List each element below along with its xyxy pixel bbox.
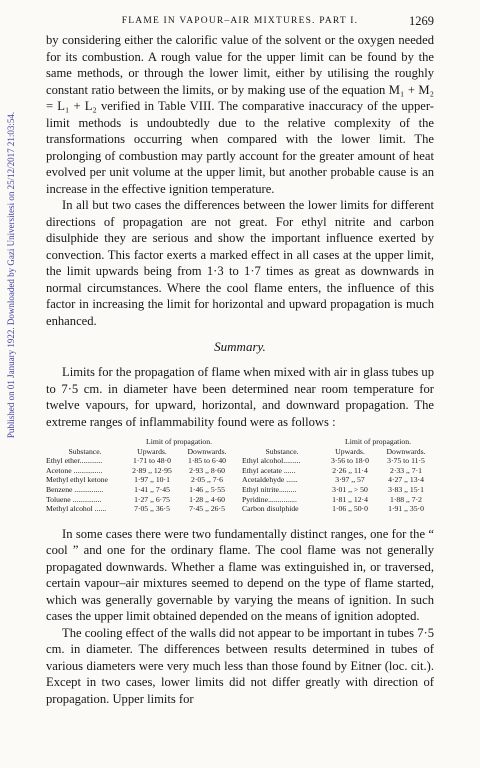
substance-cell: Ethyl acetate ......	[242, 465, 296, 475]
col-upwards-left: Upwards.	[137, 446, 167, 456]
running-header	[46, 10, 434, 32]
upwards-cell: 1·06 ,, 50·0	[332, 504, 368, 514]
upwards-cell: 1·41 ,, 7·45	[134, 484, 170, 494]
group-header-right: Limit of propagation.	[345, 437, 412, 446]
paragraph-1: by considering either the calorific value of the solvent or the oxygen needed for its combustion. A rough value for the upper limit can be found by the same methods, or through the lower limit, either by utilising the roughly constant ratio between the limits, or by making use of the equation M₁ + M₂ = L₁ + L₂ verified in Table VIII. The comparative inaccuracy of the upper-limit methods is undoubtedly due to the relative complexity of the transformations occurring when compared with the lower limit. The prolonging of combustion may partly account for the greater amount of heat evolved per unit volume at the upper limit, but another probable cause is an increase in the effective ignition temperature.	[46, 33, 434, 196]
table-row	[46, 456, 434, 466]
table-group-header-row	[46, 437, 434, 447]
publication-notice: Published on 01 January 1922. Downloaded by Gazi Universitesi on 25/12/2017 21:03:54.	[6, 111, 16, 439]
table-row	[46, 495, 434, 505]
group-header-left: Limit of propagation.	[146, 437, 212, 446]
col-downwards-right: Downwards.	[386, 446, 426, 456]
upwards-cell: 2·89 ,, 12·95	[132, 465, 172, 475]
col-substance-left: Substance.	[68, 446, 102, 456]
downwards-cell: 3·75 to 11·5	[387, 456, 425, 466]
downwards-cell: 7·45 ,, 26·5	[189, 504, 225, 514]
substance-cell: Toluene ...............	[46, 494, 102, 504]
col-substance-right: Substance.	[265, 446, 299, 456]
upwards-cell: 7·05 ,, 36·5	[134, 504, 170, 514]
downwards-cell: 1·46 ,, 5·55	[189, 484, 225, 494]
upwards-cell: 1·27 ,, 6·75	[134, 494, 170, 504]
substance-cell: Ethyl alcohol.........	[242, 456, 301, 466]
paragraph-3: Limits for the propagation of flame when mixed with air in glass tubes up to 7·5 cm. in diameter have been determined near room temperature for twelve vapours, for upward, horizontal, and downward propagation. The extreme ranges of inflammability found were as follows :	[46, 365, 434, 429]
paper-page	[46, 10, 434, 707]
substance-cell: Benzene ...............	[46, 484, 104, 494]
upwards-cell: 1·97 ,, 10·1	[134, 475, 170, 485]
substance-cell: Carbon disulphide	[242, 504, 299, 514]
downwards-cell: 4·27 ,, 13·4	[388, 475, 424, 485]
col-downwards-left: Downwards.	[187, 446, 227, 456]
col-upwards-right: Upwards.	[335, 446, 365, 456]
table-row	[46, 466, 434, 476]
substance-cell: Methyl ethyl ketone	[46, 475, 108, 485]
substance-cell: Pyridine...............	[242, 494, 297, 504]
upwards-cell: 1·71 to 48·0	[132, 456, 171, 466]
downwards-cell: 1·88 ,, 7·2	[390, 494, 423, 504]
downwards-cell: 1·91 ,, 35·0	[388, 504, 424, 514]
table-column-header-row	[46, 447, 434, 457]
upwards-cell: 2·26 ,, 11·4	[332, 465, 368, 475]
downwards-cell: 1·85 to 6·40	[188, 456, 227, 466]
paragraph-5: The cooling effect of the walls did not appear to be important in tubes 7·5 cm. in diameter. The differences between results determined in tubes of various diameters were very much less than those found by Eitner (loc. cit.). Except in two cases, lower limits did not differ greatly with direction of propagation. Upper limits for	[46, 625, 434, 706]
substance-cell: Acetone ...............	[46, 465, 103, 475]
running-title: FLAME IN VAPOUR–AIR MIXTURES. PART I.	[121, 16, 359, 26]
inflammability-table	[46, 437, 434, 514]
paragraph-2: In all but two cases the differences between the lower limits for different directions of propagation are not great. For ethyl nitrite and carbon disulphide they are serious and show the important influence exerted by convection. This factor exerts a marked effect in all cases at the upper limit, the limit upwards being from 1·3 to 1·7 times as great as downwards in normal circumstances. Where the cool flame enters, the influence of this factor in increasing the limit for horizontal and upward propagation is much enhanced.	[46, 198, 434, 328]
table-row	[46, 475, 434, 485]
table-row	[46, 504, 434, 514]
upwards-cell: 3·56 to 18·0	[331, 456, 370, 466]
downwards-cell: 3·83 ,, 15·1	[388, 484, 424, 494]
publication-sidebar	[4, 40, 18, 510]
upwards-cell: 3·97 ,, 57	[335, 475, 365, 485]
downwards-cell: 2·05 ,, 7·6	[190, 475, 224, 485]
substance-cell: Methyl alcohol ......	[46, 504, 107, 514]
downwards-cell: 2·33 ,, 7·1	[390, 465, 423, 475]
summary-heading: Summary.	[214, 339, 266, 354]
table-row	[46, 485, 434, 495]
upwards-cell: 1·81 ,, 12·4	[332, 494, 368, 504]
upwards-cell: 3·01 ,, > 50	[332, 484, 368, 494]
downwards-cell: 1·28 ,, 4·60	[189, 494, 225, 504]
downwards-cell: 2·93 ,, 8·60	[189, 465, 225, 475]
paragraph-4: In some cases there were two fundamentally distinct ranges, one for the “ cool ” and one for the ordinary flame. The cool flame was not generally propagated downwards. Whether a flame was extinguished in, or traversed, certain vapour–air mixtures seemed to depend on the type of flame started, which was generally governable by varying the means of ignition. In such cases the upper limit obtained depended on the means of ignition adopted.	[46, 526, 434, 624]
substance-cell: Ethyl nitrite.........	[242, 484, 297, 494]
substance-cell: Acetaldehyde ......	[242, 475, 298, 485]
substance-cell: Ethyl ether............	[46, 456, 103, 466]
page-number: 1269	[409, 14, 434, 28]
